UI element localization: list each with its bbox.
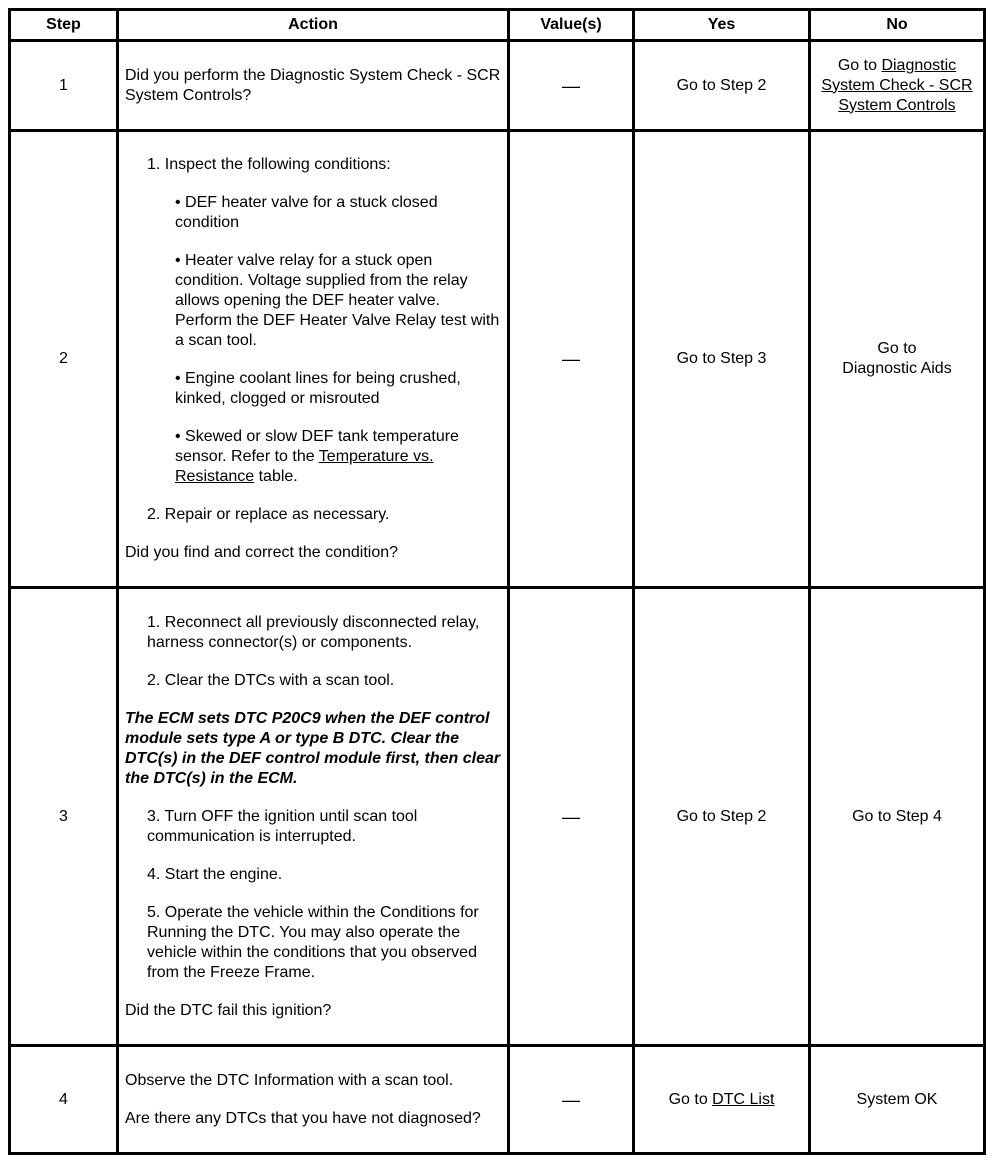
step-number: 4 — [10, 1046, 118, 1154]
step-number: 3 — [10, 588, 118, 1046]
no-prefix: Go to — [837, 56, 877, 74]
table-row — [10, 1046, 985, 1154]
header-yes: Yes — [634, 10, 810, 41]
action-instruction: Observe the DTC Information with a scan tool. — [125, 1071, 454, 1089]
action-item: 4. Start the engine. — [147, 865, 283, 883]
no-cell — [810, 41, 985, 131]
temperature-vs-resistance-link[interactable]: Temperature vs. Resistance — [175, 448, 434, 485]
action-question: Are there any DTCs that you have not diagnosed? — [125, 1109, 481, 1127]
table-row — [10, 588, 985, 1046]
yes-cell: Go to Step 2 — [634, 588, 810, 1046]
action-cell — [118, 131, 509, 588]
step-number: 2 — [10, 131, 118, 588]
action-question: Did you find and correct the condition? — [125, 544, 399, 561]
value-cell: — — [509, 131, 634, 588]
action-cell — [118, 41, 509, 131]
action-item: 5. Operate the vehicle within the Conditions for Running the DTC. You may also operate the vehicle within the conditions that you observed from the Freeze Frame. — [147, 903, 479, 981]
no-cell: System OK — [810, 1046, 985, 1154]
action-bullet: • Heater valve relay for a stuck open condition. Voltage supplied from the relay allows opening the DEF heater valve. Perform the DEF Heater Valve Relay test with a scan tool. — [175, 252, 500, 349]
header-step: Step — [10, 10, 118, 41]
action-item: 3. Turn OFF the ignition until scan tool communication is interrupted. — [147, 807, 418, 845]
action-bullet: • Engine coolant lines for being crushed, kinked, clogged or misrouted — [175, 370, 461, 407]
yes-cell — [634, 1046, 810, 1154]
bullet-text: table. — [254, 468, 298, 485]
action-cell — [118, 1046, 509, 1154]
action-bullet: • DEF heater valve for a stuck closed condition — [175, 194, 438, 231]
action-item: 1. Inspect the following conditions: — [147, 156, 391, 173]
no-cell — [810, 131, 985, 588]
action-cell — [118, 588, 509, 1046]
diagnostic-table — [8, 8, 986, 1155]
header-no: No — [810, 10, 985, 41]
bullet-text: • Skewed or slow DEF tank temperature sensor. Refer to the — [175, 428, 459, 465]
header-row — [10, 10, 985, 41]
action-bullet — [125, 427, 501, 487]
diagnostic-aids-text: Diagnostic Aids — [842, 360, 952, 377]
action-item: 1. Reconnect all previously disconnected relay, harness connector(s) or components. — [147, 613, 480, 651]
action-question: Did you perform the Diagnostic System Check - SCR System Controls? — [125, 66, 501, 104]
header-values: Value(s) — [509, 10, 634, 41]
yes-prefix: Go to — [668, 1090, 713, 1108]
table-row — [10, 41, 985, 131]
action-item: 2. Clear the DTCs with a scan tool. — [147, 671, 395, 689]
yes-cell: Go to Step 3 — [634, 131, 810, 588]
table-row — [10, 131, 985, 588]
dtc-list-link[interactable]: DTC List — [712, 1090, 775, 1108]
yes-cell: Go to Step 2 — [634, 41, 810, 131]
value-cell: — — [509, 41, 634, 131]
action-question: Did the DTC fail this ignition? — [125, 1001, 332, 1019]
action-item: 2. Repair or replace as necessary. — [147, 506, 390, 523]
step-number: 1 — [10, 41, 118, 131]
header-action: Action — [118, 10, 509, 41]
diagnostic-system-check-link[interactable]: Diagnostic System Check - SCR System Controls — [821, 56, 973, 114]
no-prefix: Go to — [877, 340, 917, 357]
warning-note: The ECM sets DTC P20C9 when the DEF control module sets type A or type B DTC. Clear the DTC(s) in the DEF control module first, then clear the DTC(s) in the ECM. — [125, 709, 501, 787]
value-cell: — — [509, 588, 634, 1046]
value-cell: — — [509, 1046, 634, 1154]
no-cell: Go to Step 4 — [810, 588, 985, 1046]
